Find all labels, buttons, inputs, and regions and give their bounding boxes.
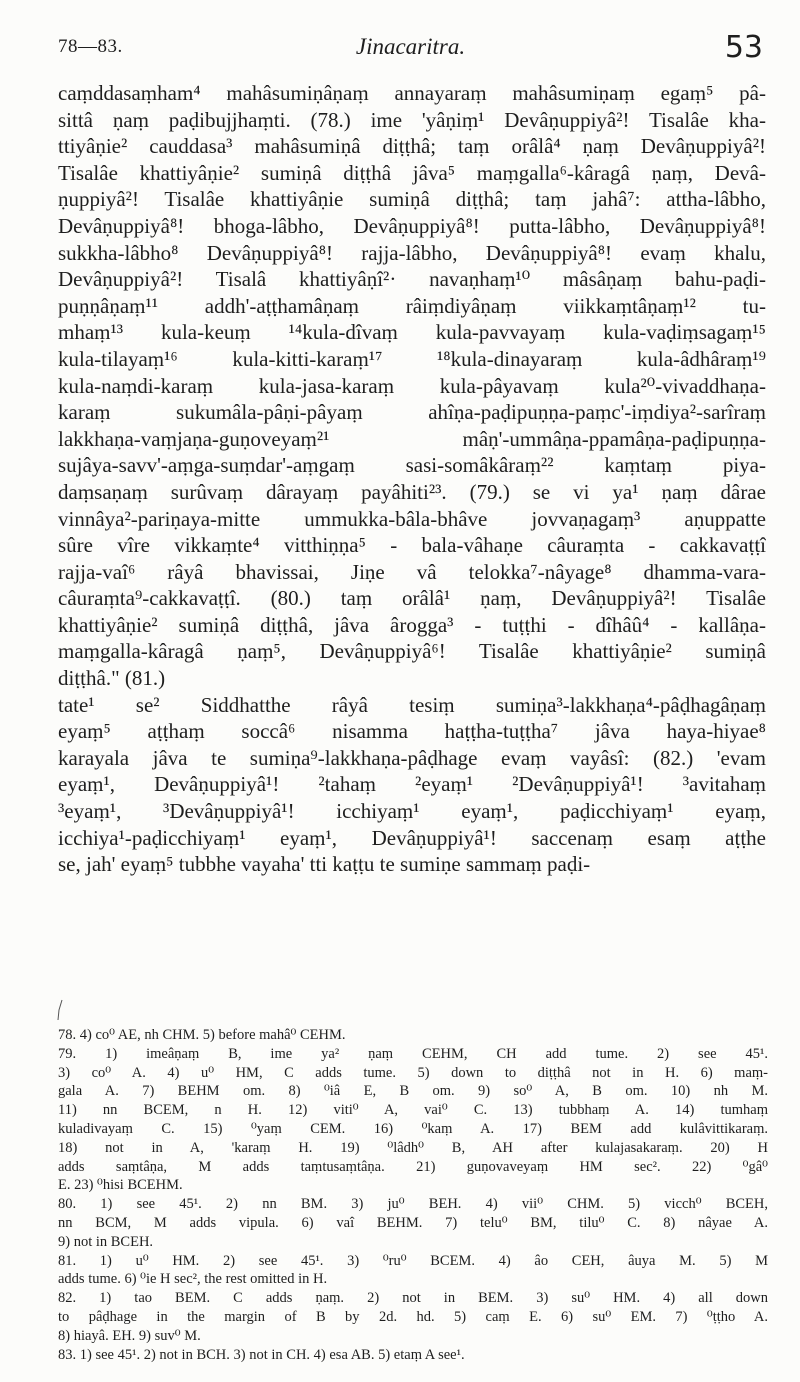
text-line: khattiyâṇie² sumiṇâ diṭṭhâ, jâva ârogga³ - tuṭṭhi - dîhâû⁴ - kallâṇa- [58,612,766,637]
text-line: Devâṇuppiyâ⁸! bhoga-lâbho, Devâṇuppiyâ⁸! putta-lâbho, Devâṇuppiyâ⁸! [58,213,766,238]
footnote-line: to pâḍhage in the margin of B by 2d. hd. 5) caṃ E. 6) su⁰ EM. 7) ⁰ṭṭho A. [58,1308,768,1325]
footnote-line: adds saṃtâṇa, M adds taṃtusaṃtâṇa. 21) guṇovaveyaṃ HM sec². 22) ⁰gâ⁰ [58,1158,768,1175]
text-line: ³eyaṃ¹, ³Devâṇuppiyâ¹! icchiyaṃ¹ eyaṃ¹, paḍicchiyaṃ¹ eyaṃ, [58,799,766,824]
text-line: câuraṃta⁹-cakkavaṭṭî. (80.) taṃ orâlâ¹ ṇaṃ, Devâṇuppiyâ²! Tisalâe [58,586,766,611]
text-line: tate¹ se² Siddhatthe râyâ tesiṃ sumiṇa³-lakkhaṇa⁴-pâḍhagâṇaṃ [58,692,766,717]
text-line: rajja-vaî⁶ râyâ bhavissai, Jiṇe vâ telokka⁷-nâyage⁸ dhamma-vara- [58,559,766,584]
text-line: kula-tilayaṃ¹⁶ kula-kitti-karaṃ¹⁷ ¹⁸kula-dinayaraṃ kula-âdhâraṃ¹⁹ [58,346,766,371]
running-title: Jinacaritra. [355,34,466,59]
text-line: sukkha-lâbho⁸ Devâṇuppiyâ⁸! rajja-lâbho, Devâṇuppiyâ⁸! evaṃ khalu, [58,240,766,265]
footnote-line: 78. 4) co⁰ AE, nh CHM. 5) before mahâ⁰ CEHM. [58,1027,346,1043]
margin-mark [56,998,64,1022]
text-line: kula-naṃdi-karaṃ kula-jasa-karaṃ kula-pâyavaṃ kula²⁰-vivaddhaṇa- [58,373,766,398]
text-line: vinnâya²-pariṇaya-mitte ummukka-bâla-bhâve jovvaṇagaṃ³ aṇuppatte [58,506,766,531]
footnote-line: 79. 1) imeâṇaṃ B, ime ya² ṇaṃ CEHM, CH add tume. 2) see 45¹. [58,1045,768,1062]
text-line: caṃddasaṃham⁴ mahâsumiṇâṇaṃ annayaraṃ mahâsumiṇaṃ egaṃ⁵ pâ- [58,81,766,105]
footnote-line: gala A. 7) BEHM om. 8) ⁰iâ E, B om. 9) so⁰ A, B om. 10) nh M. [58,1083,768,1100]
text-line: diṭṭhâ." (81.) [58,666,166,691]
text-line: ṇuppiyâ²! Tisalâe khattiyâṇie sumiṇâ diṭṭhâ; taṃ jahâ⁷: attha-lâbho, [58,187,766,212]
footnote-line: 8) hiayâ. EH. 9) suv⁰ M. [58,1327,201,1344]
footnotes [58,1026,768,1364]
footnote-line: 83. 1) see 45¹. 2) not in BCH. 3) not in CH. 4) esa AB. 5) etaṃ A see¹. [58,1346,465,1363]
footnote-line: 18) not in A, 'karaṃ H. 19) ⁰lâdh⁰ B, AH after kulajasakaraṃ. 20) H [58,1139,768,1156]
text-line: eyaṃ¹, Devâṇuppiyâ¹! ²tahaṃ ²eyaṃ¹ ²Devâṇuppiyâ¹! ³avitahaṃ [58,772,766,797]
text-line: ttiyâṇie² cauddasa³ mahâsumiṇâ diṭṭhâ; taṃ orâlâ⁴ ṇaṃ Devâṇuppiyâ²! [58,134,766,159]
footnote-line: 11) nn BCEM, n H. 12) viti⁰ A, vai⁰ C. 13) tubbhaṃ A. 14) tumhaṃ [58,1102,768,1119]
text-line: karayala jâva te sumiṇa⁹-lakkhaṇa-pâḍhage evaṃ vayâsî: (82.) 'evam [58,745,766,770]
footnote-line: kuladivayaṃ C. 15) ⁰yaṃ CEM. 16) ⁰kaṃ A. 17) BEM add kulâvittikaraṃ. [58,1120,768,1137]
text-line: Devâṇuppiyâ²! Tisalâ khattiyâṇî²· navaṇhaṃ¹⁰ mâsâṇaṃ bahu-paḍi- [58,267,766,292]
footnote-line: nn BCM, M adds vipula. 6) vaî BEHM. 7) telu⁰ BM, tilu⁰ C. 8) nâyae A. [58,1214,768,1231]
text-line: lakkhaṇa-vaṃjaṇa-guṇoveyaṃ²¹ mâṇ'-ummâṇa-ppamâṇa-paḍipuṇṇa- [58,426,766,451]
verse-range: 78—83. [58,36,123,57]
text-line: icchiya¹-paḍicchiyaṃ¹ eyaṃ¹, Devâṇuppiyâ¹! saccenaṃ esaṃ aṭṭhe [58,825,766,850]
footnote-line: E. 23) ⁰hisi BCEHM. [58,1177,183,1194]
text-line: sittâ ṇaṃ paḍibujjhaṃti. (78.) ime 'yâṇiṃ¹ Devâṇuppiyâ²! Tisalâe kha- [58,107,766,132]
running-header [58,30,763,66]
text-line: maṃgalla-kâragâ ṇaṃ⁵, Devâṇuppiyâ⁶! Tisalâe khattiyâṇie² sumiṇâ [58,639,766,664]
text-line: daṃsaṇaṃ surûvaṃ dârayaṃ payâhiti²³. (79.) se vi ya¹ ṇaṃ dârae [58,479,766,504]
text-line: mhaṃ¹³ kula-keuṃ ¹⁴kula-dîvaṃ kula-pavvayaṃ kula-vaḍiṃsagaṃ¹⁵ [58,320,766,345]
page-number: 53 [724,30,763,65]
text-line: se, jah' eyaṃ⁵ tubbhe vayaha' tti kaṭṭu te sumiṇe sammaṃ paḍi- [58,852,591,877]
main-text [58,80,766,878]
footnote-line: 81. 1) u⁰ HM. 2) see 45¹. 3) ⁰ru⁰ BCEM. 4) âo CEH, âuya M. 5) M [58,1252,768,1269]
text-line: karaṃ sukumâla-pâṇi-pâyaṃ ahîṇa-paḍipuṇṇa-paṃc'-iṃdiya²-sarîraṃ [58,400,766,425]
text-line: sûre vîre vikkaṃte⁴ vitthiṇṇa⁵ - bala-vâhaṇe câuraṃta - cakkavaṭṭî [58,533,766,558]
text-line: sujâya-savv'-aṃga-suṃdar'-aṃgaṃ sasi-somâkâraṃ²² kaṃtaṃ piya- [58,453,766,478]
text-line: eyaṃ⁵ aṭṭhaṃ soccâ⁶ nisamma haṭṭha-tuṭṭha⁷ jâva haya-hiyae⁸ [58,719,766,744]
footnote-line: 80. 1) see 45¹. 2) nn BM. 3) ju⁰ BEH. 4) vii⁰ CHM. 5) vicch⁰ BCEH, [58,1196,768,1213]
footnote-line: 82. 1) tao BEM. C adds ṇaṃ. 2) not in BEM. 3) su⁰ HM. 4) all down [58,1290,768,1307]
footnote-line: 9) not in BCEH. [58,1233,154,1250]
text-line: Tisalâe khattiyâṇie² sumiṇâ diṭṭhâ jâva⁵ maṃgalla⁶-kâragâ ṇaṃ, Devâ- [58,160,766,185]
footnote-line: 3) co⁰ A. 4) u⁰ HM, C adds tume. 5) down to diṭṭhâ not in H. 6) maṃ- [58,1064,768,1081]
footnote-line: adds tume. 6) ⁰ie H sec², the rest omitted in H. [58,1271,328,1288]
text-line: puṇṇâṇaṃ¹¹ addh'-aṭṭhamâṇaṃ râiṃdiyâṇaṃ viikkaṃtâṇaṃ¹² tu- [58,293,766,318]
